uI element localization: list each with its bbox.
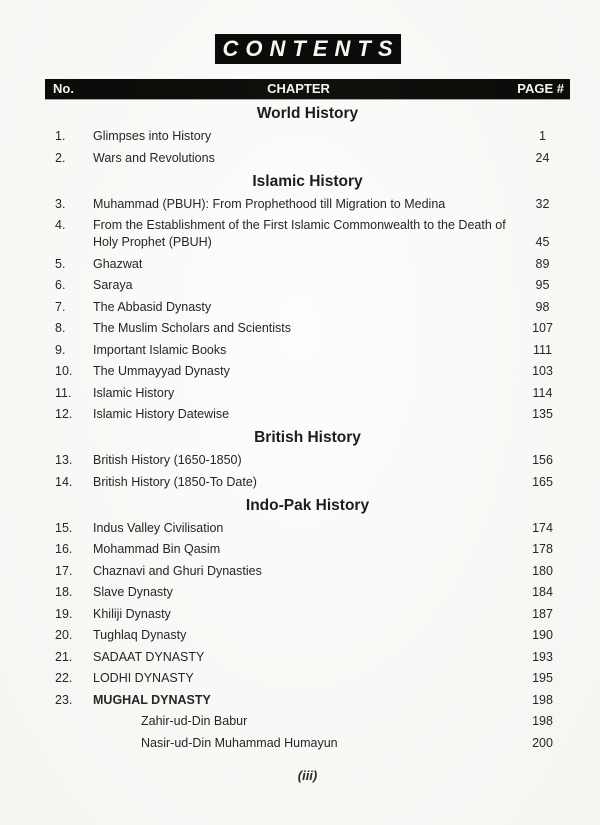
toc-entry (45, 196, 570, 213)
toc-entry (45, 452, 570, 469)
entry-number: 11. (55, 385, 72, 400)
entry-page: 187 (532, 606, 553, 621)
entry-title: The Abbasid Dynasty (93, 299, 212, 314)
entry-number: 13. (55, 453, 73, 467)
entry-page: 103 (532, 364, 553, 378)
entry-title: MUGHAL DYNASTY (93, 692, 211, 707)
entry-number: 23. (55, 692, 73, 707)
entry-page: 178 (532, 542, 553, 556)
entry-page: 135 (532, 407, 553, 421)
toc-entry (45, 563, 570, 580)
entry-page: 180 (532, 563, 553, 578)
entry-page: 95 (535, 278, 550, 292)
toc-entry (45, 692, 570, 709)
entry-number: 3. (55, 196, 66, 211)
entry-page: 193 (532, 649, 553, 664)
toc-entry (45, 363, 570, 380)
column-header-no: No. (53, 81, 74, 96)
entry-title: Nasir-ud-Din Muhammad Humayun (141, 735, 338, 750)
toc-entry (45, 649, 570, 666)
entry-page: 156 (532, 453, 553, 467)
toc-entry (45, 128, 570, 145)
entry-title: Saraya (93, 278, 133, 292)
entry-page: 190 (532, 628, 553, 642)
entry-number: 2. (55, 150, 66, 165)
toc-entry (45, 584, 570, 601)
entry-number: 19. (55, 606, 73, 621)
page-number-footer: (iii) (297, 767, 318, 783)
toc-entry (45, 320, 570, 337)
toc-entry (45, 606, 570, 623)
entry-number: 8. (55, 321, 66, 335)
entry-number: 17. (55, 563, 73, 578)
entry-number: 1. (55, 129, 66, 143)
entry-title: SADAAT DYNASTY (93, 649, 205, 664)
entry-number: 20. (55, 628, 73, 642)
entry-page: 195 (532, 671, 553, 685)
section-heading-islamic-history: Islamic History (252, 172, 363, 190)
entry-title: Ghazwat (93, 256, 143, 271)
entry-title: Glimpses into History (93, 129, 212, 143)
entry-page: 111 (532, 342, 552, 357)
toc-entry (45, 277, 570, 294)
entry-number: 7. (55, 299, 66, 314)
toc-subentry (45, 735, 570, 752)
entry-title: Wars and Revolutions (93, 150, 215, 165)
entry-page: 114 (532, 385, 553, 400)
entry-number: 6. (55, 278, 66, 292)
entry-number: 9. (55, 342, 66, 357)
toc-entry (45, 342, 570, 359)
toc-entry (45, 299, 570, 316)
entry-title: Islamic History Datewise (93, 407, 230, 421)
toc-entry (45, 541, 570, 558)
table-header-bar (45, 79, 570, 99)
entry-page: 24 (535, 150, 550, 165)
entry-page: 165 (532, 474, 553, 489)
entry-page: 45 (535, 235, 550, 249)
entry-number: 12. (55, 407, 73, 421)
entry-number: 5. (55, 256, 66, 271)
toc-entry (45, 670, 570, 687)
toc-subentry (45, 713, 570, 730)
toc-entry (45, 406, 570, 423)
entry-number: 22. (55, 671, 73, 685)
entry-page: 198 (532, 714, 553, 728)
entry-title: Indus Valley Civilisation (93, 520, 224, 535)
entry-page: 89 (535, 256, 550, 271)
entry-title: The Ummayyad Dynasty (93, 364, 230, 378)
entry-page: 174 (532, 520, 553, 535)
toc-entry (45, 385, 570, 402)
entry-page: 32 (535, 196, 550, 211)
toc-entry (45, 627, 570, 644)
entry-number: 4. (55, 218, 66, 232)
toc-entry (45, 474, 570, 491)
entry-title: Mohammad Bin Qasim (93, 542, 221, 556)
entry-title: The Muslim Scholars and Scientists (93, 321, 291, 335)
entry-title: Zahir-ud-Din Babur (141, 714, 248, 728)
section-heading-indo-pak-history: Indo-Pak History (245, 496, 370, 514)
column-header-chapter: CHAPTER (267, 81, 330, 96)
entry-page: 200 (532, 735, 553, 750)
entry-title: Important Islamic Books (93, 342, 227, 357)
section-heading-british-history: British History (254, 429, 361, 446)
entry-page: 107 (532, 321, 553, 335)
entry-number: 15. (55, 520, 73, 535)
toc-entry (45, 150, 570, 167)
entry-number: 21. (55, 649, 73, 664)
toc-entry (45, 217, 570, 251)
toc-entry (45, 520, 570, 537)
toc-entry (45, 256, 570, 273)
page-title: CONTENTS (215, 34, 401, 64)
entry-title: LODHI DYNASTY (93, 671, 194, 685)
entry-title: From the Establishment of the First Islamic Commonwealth to the Death of Holy Prophet (PBUH) (93, 218, 506, 249)
entry-number: 10. (55, 364, 73, 378)
entry-title: Slave Dynasty (93, 585, 173, 599)
entry-page: 1 (539, 129, 546, 143)
entry-number: 16. (55, 542, 73, 556)
entry-title: Islamic History (93, 385, 175, 400)
entry-number: 14. (55, 474, 73, 489)
section-heading-world-history: World History (256, 105, 359, 122)
entry-title: Tughlaq Dynasty (93, 628, 187, 642)
entry-page: 198 (532, 692, 553, 707)
entry-title: British History (1850-To Date) (93, 474, 257, 489)
column-header-page: PAGE # (517, 81, 564, 96)
entry-title: Chaznavi and Ghuri Dynasties (93, 563, 262, 578)
entry-page: 98 (535, 299, 550, 314)
entry-title: British History (1650-1850) (93, 453, 242, 467)
entry-page: 184 (532, 585, 553, 599)
entry-title: Khiliji Dynasty (93, 606, 171, 621)
entry-number: 18. (55, 585, 73, 599)
entry-title: Muhammad (PBUH): From Prophethood till Migration to Medina (93, 196, 446, 211)
